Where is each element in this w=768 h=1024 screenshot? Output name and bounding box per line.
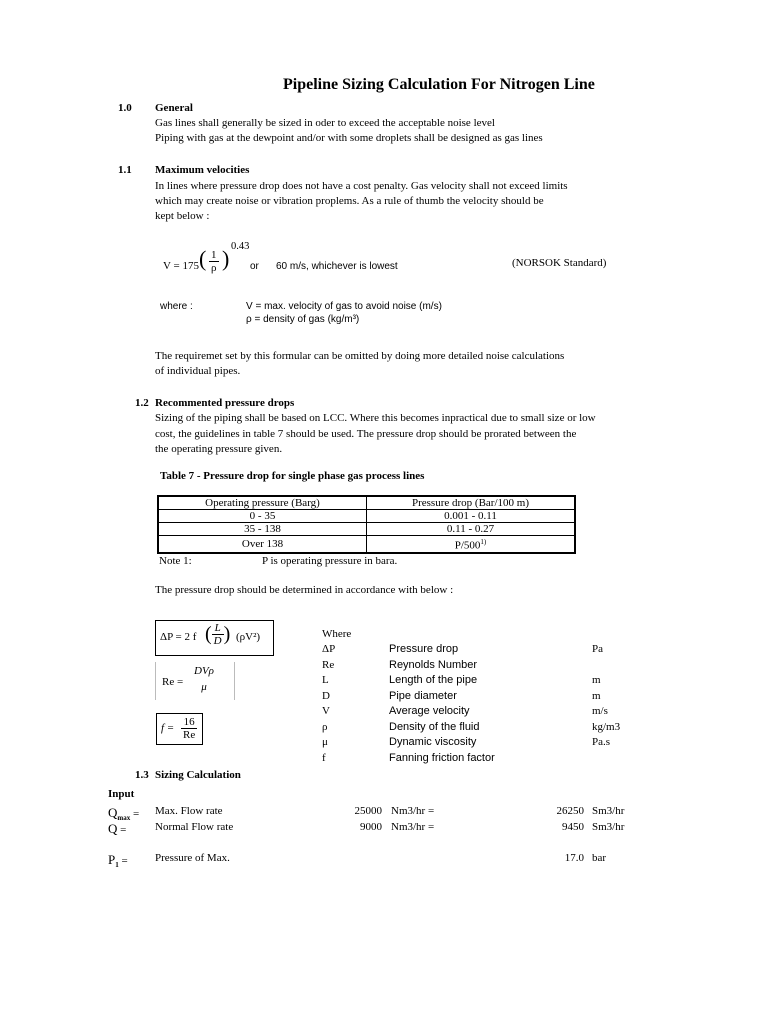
input-symbol-letter: Q [108, 805, 118, 820]
input-description: Pressure of Max. [155, 852, 230, 864]
input-symbol [108, 805, 139, 822]
where-description: Pipe diameter [389, 690, 457, 702]
where-label: where : [160, 301, 193, 312]
velocity-formula-numerator: 1 [211, 249, 217, 261]
table-cell: Over 138 [158, 536, 367, 553]
table-footnote-marker: 1) [480, 538, 487, 546]
pressure-drop-line-2: cost, the guidelines in table 7 should be used. The pressure drop should be prorated between the [155, 428, 577, 440]
where-symbol: D [322, 690, 330, 702]
section-heading-pressure-drops: Recommented pressure drops [155, 397, 295, 409]
table-cell-value: P/500 [454, 539, 481, 552]
table-row [158, 523, 575, 536]
where-unit: Pa [592, 643, 603, 655]
section-number-1-1: 1.1 [118, 164, 132, 176]
input-value-converted: 17.0 [564, 852, 584, 864]
where-symbol: V [322, 705, 330, 717]
where-unit: m [592, 690, 601, 702]
velocity-formula-lhs: V = 175 [163, 260, 199, 272]
where-description: Reynolds Number [389, 659, 478, 671]
f-equation-lhs: f = [161, 722, 175, 734]
where-symbol: ΔP [322, 643, 336, 655]
where-description: Average velocity [389, 705, 470, 717]
input-symbol-equals: = [130, 808, 140, 820]
pressure-drop-determination-text: The pressure drop should be determined in accordance with below : [155, 584, 454, 596]
input-symbol-equals: = [118, 855, 128, 867]
input-symbol-letter: Q [108, 821, 118, 836]
section-heading-general: General [155, 102, 193, 114]
input-value-converted: 26250 [556, 805, 584, 817]
where-description: Fanning friction factor [389, 752, 495, 764]
formula-close-paren: ) [222, 246, 230, 271]
reynolds-equation-box [155, 662, 235, 700]
section-heading-sizing-calculation: Sizing Calculation [155, 769, 241, 781]
input-symbol-letter: P [108, 852, 116, 867]
page-title: Pipeline Sizing Calculation For Nitrogen Line [283, 76, 595, 93]
table-cell: 0.001 - 0.11 [367, 510, 576, 523]
where-unit: m/s [592, 705, 608, 717]
formula-open-paren: ( [199, 246, 207, 271]
where-table-label: Where [322, 628, 352, 640]
section-number-1-0: 1.0 [118, 102, 132, 114]
velocity-formula-exponent: 0.43 [231, 241, 250, 252]
table-row [158, 536, 575, 553]
section-number-1-3: 1.3 [135, 769, 149, 781]
friction-factor-equation-box [156, 713, 203, 745]
where-unit: kg/m3 [592, 721, 621, 733]
requirement-line-1: The requiremet set by this formular can be omitted by doing more detailed noise calculations [155, 350, 565, 362]
norsok-standard-label: (NORSOK Standard) [512, 257, 607, 269]
f-equation-fraction [181, 716, 197, 741]
input-value-primary: 9000 [360, 821, 382, 833]
input-description: Max. Flow rate [155, 805, 223, 817]
table-header-operating-pressure: Operating pressure (Barg) [158, 496, 367, 510]
velocity-formula-denominator: ρ [211, 262, 217, 274]
section-number-1-2: 1.2 [135, 397, 149, 409]
input-unit-converted: Sm3/hr [592, 821, 625, 833]
velocity-formula-or: or [250, 261, 259, 272]
velocity-formula-fraction [209, 249, 219, 274]
where-symbol: f [322, 752, 326, 764]
where-symbol: μ [322, 736, 328, 748]
where-rho-definition: ρ = density of gas (kg/m³) [246, 314, 360, 325]
dp-equation-numerator: L [212, 622, 224, 635]
dp-equation-rhs: (ρV²) [236, 631, 261, 643]
where-v-definition: V = max. velocity of gas to avoid noise (m/s) [246, 301, 442, 312]
dp-equation-fraction: ( $\frac{L}{D}$ ) [205, 622, 231, 647]
input-symbol-subscript: max [117, 814, 131, 823]
input-unit-converted: bar [592, 852, 607, 864]
where-symbol: Re [322, 659, 335, 671]
pressure-drop-line-3: the operating pressure given. [155, 443, 283, 455]
input-value-primary: 25000 [354, 805, 382, 817]
where-description: Dynamic viscosity [389, 736, 477, 748]
f-equation-denominator: Re [183, 729, 196, 741]
re-equation-fraction [192, 665, 216, 693]
where-unit: m [592, 674, 601, 686]
input-symbol [108, 821, 126, 838]
table-header-pressure-drop: Pressure drop (Bar/100 m) [367, 496, 576, 510]
re-equation-denominator: μ [201, 681, 207, 693]
velocity-line-3: kept below : [155, 210, 210, 222]
where-symbol: ρ [322, 721, 328, 733]
pressure-drop-equation-box [155, 620, 274, 656]
table-note-text: P is operating pressure in bara. [262, 555, 398, 567]
table-header-row [158, 496, 575, 510]
where-unit: Pa.s [592, 736, 611, 748]
re-equation-lhs: Re = [162, 676, 184, 688]
input-value-converted: 9450 [562, 821, 584, 833]
requirement-line-2: of individual pipes. [155, 365, 241, 377]
velocity-line-1: In lines where pressure drop does not have a cost penalty. Gas velocity shall not exceed limits [155, 180, 568, 192]
pressure-drop-table [157, 495, 576, 554]
f-equation-numerator: 16 [181, 716, 197, 729]
table-7-title: Table 7 - Pressure drop for single phase gas process lines [160, 470, 425, 482]
dp-equation-lhs: ΔP = 2 f [160, 631, 197, 643]
table-cell: 35 - 138 [158, 523, 367, 536]
where-description: Pressure drop [389, 643, 459, 655]
re-equation-numerator: DVρ [194, 665, 214, 677]
pressure-drop-line-1: Sizing of the piping shall be based on LCC. Where this becomes inpractical due to small size or low [155, 412, 596, 424]
input-symbol [108, 852, 128, 869]
table-cell [367, 536, 576, 553]
dp-equation-denominator: D [213, 635, 222, 647]
section-heading-max-velocities: Maximum velocities [155, 164, 250, 176]
table-cell: 0 - 35 [158, 510, 367, 523]
velocity-formula-alt: 60 m/s, whichever is lowest [276, 261, 398, 272]
where-symbol: L [322, 674, 329, 686]
velocity-line-2: which may create noise or vibration proplems. As a rule of thumb the velocity should be [155, 195, 544, 207]
input-symbol-equals: = [117, 824, 127, 836]
input-unit-converted: Sm3/hr [592, 805, 625, 817]
table-cell: 0.11 - 0.27 [367, 523, 576, 536]
input-unit-primary: Nm3/hr = [391, 821, 435, 833]
input-symbol-subscript: 1 [115, 861, 119, 870]
where-description: Density of the fluid [389, 721, 480, 733]
general-line-2: Piping with gas at the dewpoint and/or with some droplets shall be designed as gas lines [155, 132, 543, 144]
input-unit-primary: Nm3/hr = [391, 805, 435, 817]
input-description: Normal Flow rate [155, 821, 234, 833]
table-row [158, 510, 575, 523]
general-line-1: Gas lines shall generally be sized in oder to exceed the acceptable noise level [155, 117, 495, 129]
where-description: Length of the pipe [389, 674, 478, 686]
table-note-label: Note 1: [159, 555, 192, 567]
input-label: Input [108, 788, 135, 800]
